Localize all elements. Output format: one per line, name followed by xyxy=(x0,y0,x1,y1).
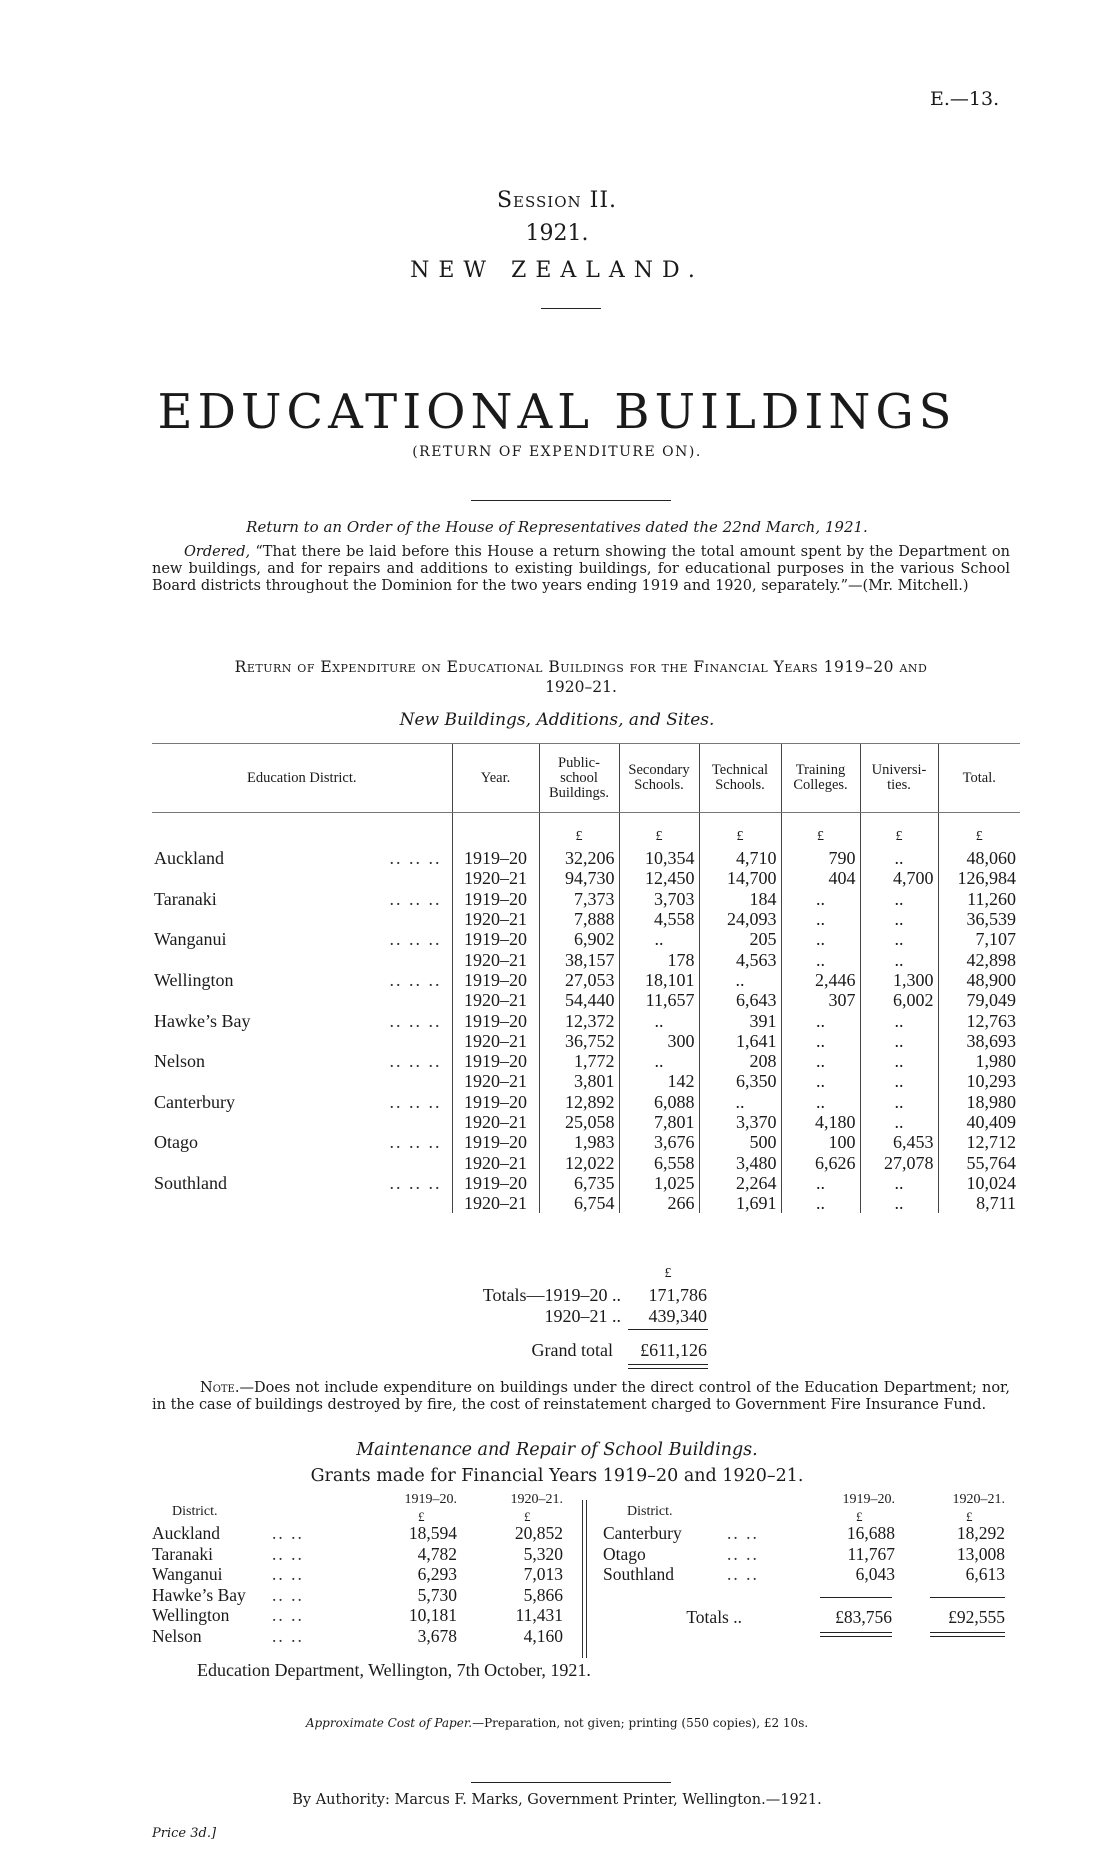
training-cell: 2,446 xyxy=(781,970,860,990)
signature-line: Education Department, Wellington, 7th October, 1921. xyxy=(197,1660,591,1680)
maint-value-1919: 5,730 xyxy=(417,1584,457,1605)
district-cell xyxy=(152,909,452,929)
total-cell: 18,980 xyxy=(938,1092,1020,1112)
unit-symbol: £ xyxy=(938,813,1020,849)
universities-cell: 27,078 xyxy=(860,1152,938,1172)
maint-value-1919: 18,594 xyxy=(408,1523,457,1543)
district-cell xyxy=(152,1193,452,1213)
totals-rule xyxy=(628,1329,708,1330)
universities-cell: .. xyxy=(860,1173,938,1193)
total-cell: 126,984 xyxy=(938,868,1020,888)
district-name: Wanganui xyxy=(154,929,227,950)
secondary-cell: 178 xyxy=(619,949,699,969)
maint-value-1920: 5,866 xyxy=(523,1584,563,1605)
technical-cell: 14,700 xyxy=(699,868,781,888)
technical-cell: 4,563 xyxy=(699,949,781,969)
year-label: 1921. xyxy=(525,221,589,246)
unit-symbol: £ xyxy=(619,813,699,849)
maint-value-1919: 11,767 xyxy=(847,1543,895,1564)
year-cell: 1920–21 xyxy=(452,1071,539,1091)
total-cell: 8,711 xyxy=(938,1193,1020,1213)
year-cell: 1919–20 xyxy=(452,1010,539,1030)
maint-value-1920: 13,008 xyxy=(956,1543,1005,1564)
total-cell: 10,293 xyxy=(938,1071,1020,1091)
training-cell: .. xyxy=(781,1051,860,1071)
district-name: Nelson xyxy=(154,1051,205,1072)
ordered-label: Ordered, xyxy=(184,544,251,560)
maint-district: Southland xyxy=(603,1564,674,1584)
maint-value-1920: 5,320 xyxy=(523,1543,563,1564)
maintenance-subtitle: Grants made for Financial Years 1919–20 and 1920–21. xyxy=(310,1466,804,1486)
totals-unit: £ xyxy=(664,1266,672,1281)
universities-cell: .. xyxy=(860,1092,938,1112)
leader-dots: .. .. xyxy=(272,1523,304,1543)
leader-dots: .. .. .. xyxy=(389,1091,442,1112)
maint-value-1920: 6,613 xyxy=(965,1564,1005,1584)
header-year: Year. xyxy=(452,744,539,813)
universities-cell: .. xyxy=(860,1010,938,1030)
district-cell xyxy=(152,929,452,949)
technical-cell: 1,691 xyxy=(699,1193,781,1213)
table-subtitle: New Buildings, Additions, and Sites. xyxy=(399,710,715,730)
year-cell: 1919–20 xyxy=(452,929,539,949)
district-name: Taranaki xyxy=(154,888,217,909)
training-cell: .. xyxy=(781,1092,860,1112)
public-cell: 1,772 xyxy=(539,1051,619,1071)
leader-dots: .. .. .. xyxy=(389,1010,442,1031)
total-cell: 48,900 xyxy=(938,970,1020,990)
secondary-cell: .. xyxy=(619,1010,699,1030)
expenditure-table xyxy=(152,743,1020,1213)
year-cell: 1920–21 xyxy=(452,868,539,888)
year-cell: 1919–20 xyxy=(452,1092,539,1112)
year-cell: 1920–21 xyxy=(452,1193,539,1213)
header-district: Education District. xyxy=(152,744,452,813)
public-cell: 1,983 xyxy=(539,1132,619,1152)
note-text: —Does not include expenditure on buildings under the direct control of the Education Department; nor, in the case of buildings destroyed by fire, the cost of reinstatement charged to Government Fire Insurance Fund. xyxy=(152,1380,1010,1413)
leader-dots: .. .. xyxy=(727,1523,759,1543)
maint-value-1920: 7,013 xyxy=(523,1564,563,1584)
district-cell xyxy=(152,1010,452,1030)
training-cell: .. xyxy=(781,949,860,969)
district-name: Otago xyxy=(154,1132,198,1153)
maint-unit: £ xyxy=(418,1509,425,1524)
technical-cell: .. xyxy=(699,1092,781,1112)
return-heading-line2: 1920–21. xyxy=(545,678,617,696)
leader-dots: .. .. .. xyxy=(389,1132,442,1153)
totals-value-1920: 439,340 xyxy=(648,1306,707,1326)
secondary-cell: 6,088 xyxy=(619,1092,699,1112)
public-cell: 12,372 xyxy=(539,1010,619,1030)
public-cell: 12,022 xyxy=(539,1152,619,1172)
table-row xyxy=(152,990,1020,1010)
year-cell: 1919–20 xyxy=(452,970,539,990)
table-row xyxy=(152,1152,1020,1172)
order-text: “That there be laid before this House a return showing the total amount spent by the Department on new buildings, and for repairs and additions to existing buildings, for educational purposes in the various School Board districts throughout the Dominion for the two years ending 1919 and 1920, separately.”—(Mr. Mitchell.) xyxy=(152,544,1011,594)
table-row xyxy=(152,1010,1020,1030)
universities-cell: .. xyxy=(860,909,938,929)
maint-value-1919: 3,678 xyxy=(417,1625,457,1646)
public-cell: 3,801 xyxy=(539,1071,619,1091)
secondary-cell: 18,101 xyxy=(619,970,699,990)
public-cell: 36,752 xyxy=(539,1031,619,1051)
table-row xyxy=(152,909,1020,929)
maint-totals-label: Totals .. xyxy=(686,1607,742,1627)
table-row xyxy=(152,929,1020,949)
table-row xyxy=(152,1132,1020,1152)
universities-cell: .. xyxy=(860,949,938,969)
public-cell: 7,888 xyxy=(539,909,619,929)
training-cell: 100 xyxy=(781,1132,860,1152)
leader-dots: .. .. xyxy=(272,1584,304,1605)
title-rule xyxy=(471,500,671,501)
maint-value-1920: 4,160 xyxy=(523,1625,563,1646)
district-name: Wellington xyxy=(154,969,234,990)
secondary-cell: 300 xyxy=(619,1031,699,1051)
district-cell xyxy=(152,848,452,868)
maint-district: Otago xyxy=(603,1543,646,1564)
training-cell: .. xyxy=(781,1071,860,1091)
public-cell: 12,892 xyxy=(539,1092,619,1112)
order-paragraph xyxy=(152,544,1010,595)
table-row xyxy=(152,1193,1020,1213)
total-cell: 42,898 xyxy=(938,949,1020,969)
year-cell: 1919–20 xyxy=(452,1132,539,1152)
grand-total-value: £611,126 xyxy=(640,1340,707,1360)
header-technical: Technical Schools. xyxy=(699,744,781,813)
year-cell: 1919–20 xyxy=(452,1051,539,1071)
secondary-cell: 266 xyxy=(619,1193,699,1213)
page-subtitle: (RETURN OF EXPENDITURE ON). xyxy=(412,444,702,460)
district-cell xyxy=(152,1132,452,1152)
authority-rule xyxy=(471,1782,671,1783)
maint-district: Nelson xyxy=(152,1625,202,1646)
leader-dots: .. .. .. xyxy=(389,848,442,869)
technical-cell: 3,370 xyxy=(699,1112,781,1132)
universities-cell: .. xyxy=(860,1051,938,1071)
year-cell: 1920–21 xyxy=(452,1152,539,1172)
maint-total-double-rule xyxy=(930,1632,1005,1637)
universities-cell: 6,453 xyxy=(860,1132,938,1152)
maint-value-1919: 4,782 xyxy=(417,1543,457,1564)
public-cell: 54,440 xyxy=(539,990,619,1010)
public-cell: 25,058 xyxy=(539,1112,619,1132)
document-reference: E.—13. xyxy=(930,88,1000,110)
maintenance-title: Maintenance and Repair of School Buildings. xyxy=(356,1440,758,1460)
training-cell: 404 xyxy=(781,868,860,888)
leader-dots: .. .. xyxy=(272,1564,304,1584)
leader-dots: .. .. xyxy=(727,1564,759,1584)
table-row xyxy=(152,1112,1020,1132)
unit-symbol: £ xyxy=(539,813,619,849)
year-cell: 1919–20 xyxy=(452,1173,539,1193)
maint-total-double-rule xyxy=(820,1632,892,1637)
header-universities: Universi-ties. xyxy=(860,744,938,813)
secondary-cell: 3,703 xyxy=(619,889,699,909)
public-cell: 6,754 xyxy=(539,1193,619,1213)
total-cell: 38,693 xyxy=(938,1031,1020,1051)
secondary-cell: 142 xyxy=(619,1071,699,1091)
district-name: Hawke’s Bay xyxy=(154,1010,251,1031)
technical-cell: 500 xyxy=(699,1132,781,1152)
public-cell: 6,735 xyxy=(539,1173,619,1193)
cost-label: Approximate Cost of Paper. xyxy=(305,1716,473,1730)
total-cell: 1,980 xyxy=(938,1051,1020,1071)
maint-value-1919: 6,293 xyxy=(417,1564,457,1584)
unit-symbol: £ xyxy=(860,813,938,849)
district-cell xyxy=(152,1092,452,1112)
year-cell: 1920–21 xyxy=(452,1112,539,1132)
maint-unit: £ xyxy=(856,1509,863,1524)
district-cell xyxy=(152,949,452,969)
training-cell: 4,180 xyxy=(781,1112,860,1132)
return-heading xyxy=(152,657,1010,697)
maint-value-1920: 20,852 xyxy=(514,1523,563,1543)
maint-left-header-1919: 1919–20. xyxy=(404,1492,457,1507)
total-cell: 55,764 xyxy=(938,1152,1020,1172)
leader-dots: .. .. xyxy=(272,1543,304,1564)
total-cell: 36,539 xyxy=(938,909,1020,929)
secondary-cell: .. xyxy=(619,929,699,949)
district-name: Canterbury xyxy=(154,1091,235,1112)
maint-value-1920: 18,292 xyxy=(956,1523,1005,1543)
technical-cell: 24,093 xyxy=(699,909,781,929)
maint-district: Taranaki xyxy=(152,1543,213,1564)
district-cell xyxy=(152,990,452,1010)
maint-value-1919: 16,688 xyxy=(846,1523,895,1543)
training-cell: .. xyxy=(781,929,860,949)
universities-cell: 4,700 xyxy=(860,868,938,888)
public-cell: 27,053 xyxy=(539,970,619,990)
public-cell: 38,157 xyxy=(539,949,619,969)
maint-district: Wellington xyxy=(152,1605,230,1625)
leader-dots: .. .. xyxy=(727,1543,759,1564)
technical-cell: 4,710 xyxy=(699,848,781,868)
header-secondary: Secondary Schools. xyxy=(619,744,699,813)
secondary-cell: .. xyxy=(619,1051,699,1071)
total-cell: 12,712 xyxy=(938,1132,1020,1152)
district-cell xyxy=(152,1071,452,1091)
technical-cell: 6,350 xyxy=(699,1071,781,1091)
training-cell: .. xyxy=(781,909,860,929)
year-cell: 1920–21 xyxy=(452,1031,539,1051)
district-cell xyxy=(152,1112,452,1132)
technical-cell: 208 xyxy=(699,1051,781,1071)
total-cell: 12,763 xyxy=(938,1010,1020,1030)
table-row xyxy=(152,949,1020,969)
total-cell: 7,107 xyxy=(938,929,1020,949)
universities-cell: 1,300 xyxy=(860,970,938,990)
header-training: Training Colleges. xyxy=(781,744,860,813)
table-row xyxy=(152,1051,1020,1071)
grand-total-double-rule xyxy=(628,1364,708,1369)
authority-line: By Authority: Marcus F. Marks, Government Printer, Wellington.—1921. xyxy=(292,1792,822,1808)
page-title: EDUCATIONAL BUILDINGS xyxy=(157,384,957,440)
unit-symbol: £ xyxy=(699,813,781,849)
maint-district: Hawke’s Bay xyxy=(152,1584,246,1605)
leader-dots: .. .. .. xyxy=(389,929,442,950)
secondary-cell: 7,801 xyxy=(619,1112,699,1132)
return-heading-line1: Return of Expenditure on Educational Buildings for the Financial Years 1919–20 and xyxy=(234,658,928,676)
totals-label-1920: 1920–21 .. xyxy=(544,1306,621,1326)
maint-district: Auckland xyxy=(152,1523,221,1543)
totals-value-1919: 171,786 xyxy=(648,1285,707,1305)
training-cell: .. xyxy=(781,1173,860,1193)
district-cell xyxy=(152,1051,452,1071)
note-paragraph xyxy=(152,1380,1010,1414)
leader-dots: .. .. .. xyxy=(389,888,442,909)
district-name: Auckland xyxy=(154,848,224,869)
header-total: Total. xyxy=(938,744,1020,813)
year-cell: 1919–20 xyxy=(452,889,539,909)
table-header-row xyxy=(152,744,1020,813)
maint-value-1920: 11,431 xyxy=(515,1605,563,1625)
universities-cell: .. xyxy=(860,848,938,868)
training-cell: 6,626 xyxy=(781,1152,860,1172)
district-cell xyxy=(152,868,452,888)
price-label: Price 3d.] xyxy=(152,1826,217,1841)
short-rule xyxy=(541,308,601,309)
leader-dots: .. .. xyxy=(272,1605,304,1625)
universities-cell: 6,002 xyxy=(860,990,938,1010)
secondary-cell: 4,558 xyxy=(619,909,699,929)
table-row xyxy=(152,889,1020,909)
district-cell xyxy=(152,1152,452,1172)
universities-cell: .. xyxy=(860,1112,938,1132)
maint-unit: £ xyxy=(966,1509,973,1524)
technical-cell: 1,641 xyxy=(699,1031,781,1051)
training-cell: .. xyxy=(781,1031,860,1051)
training-cell: .. xyxy=(781,1010,860,1030)
public-cell: 6,902 xyxy=(539,929,619,949)
secondary-cell: 6,558 xyxy=(619,1152,699,1172)
secondary-cell: 11,657 xyxy=(619,990,699,1010)
table-row xyxy=(152,1173,1020,1193)
year-cell: 1920–21 xyxy=(452,990,539,1010)
totals-label-1919: Totals—1919–20 .. xyxy=(482,1285,621,1305)
cost-text: —Preparation, not given; printing (550 copies), £2 10s. xyxy=(472,1716,809,1730)
leader-dots: .. .. .. xyxy=(389,1051,442,1072)
technical-cell: .. xyxy=(699,970,781,990)
maint-divider xyxy=(582,1500,587,1658)
maint-right-header-1920: 1920–21. xyxy=(952,1492,1005,1507)
total-cell: 48,060 xyxy=(938,848,1020,868)
year-cell: 1920–21 xyxy=(452,949,539,969)
technical-cell: 6,643 xyxy=(699,990,781,1010)
maint-total-rule xyxy=(930,1597,1005,1598)
public-cell: 7,373 xyxy=(539,889,619,909)
maint-total-1919: £83,756 xyxy=(835,1607,892,1627)
country-label: NEW ZEALAND. xyxy=(410,258,704,283)
total-cell: 10,024 xyxy=(938,1173,1020,1193)
public-cell: 32,206 xyxy=(539,848,619,868)
table-row xyxy=(152,1031,1020,1051)
maint-total-rule xyxy=(820,1597,892,1598)
year-cell: 1920–21 xyxy=(452,909,539,929)
technical-cell: 2,264 xyxy=(699,1173,781,1193)
order-line: Return to an Order of the House of Representatives dated the 22nd March, 1921. xyxy=(246,518,868,536)
district-cell xyxy=(152,1031,452,1051)
secondary-cell: 12,450 xyxy=(619,868,699,888)
total-cell: 79,049 xyxy=(938,990,1020,1010)
district-cell xyxy=(152,970,452,990)
leader-dots: .. .. .. xyxy=(389,969,442,990)
technical-cell: 205 xyxy=(699,929,781,949)
table-row xyxy=(152,970,1020,990)
maint-total-1920: £92,555 xyxy=(948,1607,1005,1627)
table-row xyxy=(152,848,1020,868)
grand-total-label: Grand total xyxy=(531,1340,613,1360)
district-name: Southland xyxy=(154,1172,228,1193)
secondary-cell: 1,025 xyxy=(619,1173,699,1193)
header-public: Public-school Buildings. xyxy=(539,744,619,813)
table-row xyxy=(152,868,1020,888)
leader-dots: .. .. xyxy=(272,1625,304,1646)
universities-cell: .. xyxy=(860,1193,938,1213)
training-cell: .. xyxy=(781,1193,860,1213)
maint-left-header-district: District. xyxy=(172,1504,218,1519)
secondary-cell: 3,676 xyxy=(619,1132,699,1152)
year-cell: 1919–20 xyxy=(452,848,539,868)
total-cell: 40,409 xyxy=(938,1112,1020,1132)
technical-cell: 391 xyxy=(699,1010,781,1030)
training-cell: .. xyxy=(781,889,860,909)
secondary-cell: 10,354 xyxy=(619,848,699,868)
unit-symbol: £ xyxy=(781,813,860,849)
universities-cell: .. xyxy=(860,889,938,909)
unit-row xyxy=(152,813,1020,849)
public-cell: 94,730 xyxy=(539,868,619,888)
district-cell xyxy=(152,1173,452,1193)
total-cell: 11,260 xyxy=(938,889,1020,909)
universities-cell: .. xyxy=(860,1031,938,1051)
training-cell: 307 xyxy=(781,990,860,1010)
note-label: Note. xyxy=(200,1380,240,1396)
district-cell xyxy=(152,889,452,909)
maint-value-1919: 6,043 xyxy=(855,1564,895,1584)
maint-district: Canterbury xyxy=(603,1523,682,1543)
table-row xyxy=(152,1071,1020,1091)
technical-cell: 3,480 xyxy=(699,1152,781,1172)
maint-district: Wanganui xyxy=(152,1564,223,1584)
cost-line xyxy=(0,1716,1114,1730)
maint-right-header-1919: 1919–20. xyxy=(842,1492,895,1507)
universities-cell: .. xyxy=(860,1071,938,1091)
maint-right-header-district: District. xyxy=(627,1504,673,1519)
technical-cell: 184 xyxy=(699,889,781,909)
training-cell: 790 xyxy=(781,848,860,868)
maint-value-1919: 10,181 xyxy=(408,1605,457,1625)
session-label: Session II. xyxy=(496,188,618,213)
maint-unit: £ xyxy=(524,1509,531,1524)
universities-cell: .. xyxy=(860,929,938,949)
table-row xyxy=(152,1092,1020,1112)
leader-dots: .. .. .. xyxy=(389,1172,442,1193)
maint-left-header-1920: 1920–21. xyxy=(510,1492,563,1507)
